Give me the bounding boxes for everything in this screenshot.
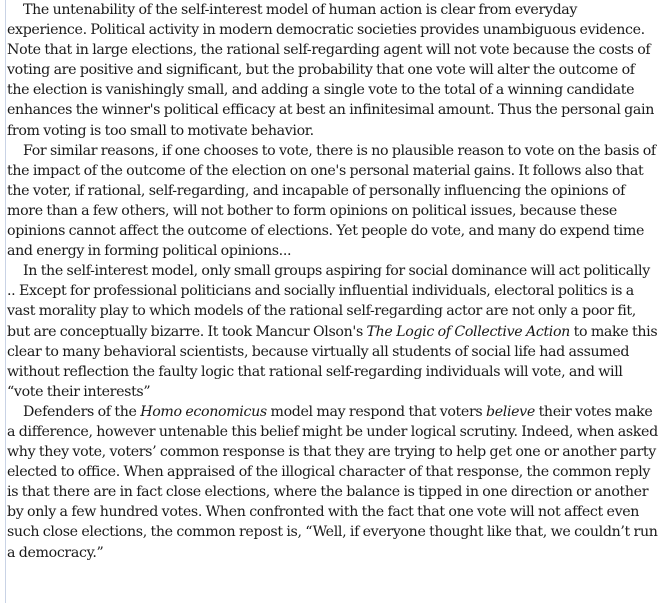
paragraph-3 (7, 261, 659, 402)
paragraph-4-text-b: model may respond that voters (266, 403, 486, 420)
paragraph-2 (7, 141, 659, 262)
book-title-italic: The Logic of Collective Action (366, 323, 570, 340)
paragraph-3-text-a: In the self-interest model, only small groups aspiring for social dominance will act politically .. Except for professional politicians and socially influential individuals, electoral politics is a vast morality play to which models of the rational self-regarding actor are not only a poor fit, but are conceptually bizarre. It took Mancur Olson's (7, 263, 650, 340)
paragraph-1 (7, 0, 659, 141)
paragraph-1-text: The untenability of the self-interest model of human action is clear from everyday experience. Political activity in modern democratic societies provides unambiguous evidence. Note that in large elections, the rational self-regarding agent will not vote because the costs of voting are positive and significant, but the probability that one vote will alter the outcome of the election is vanishingly small, and adding a single vote to the total of a winning candidate enhances the winner's political efficacy at best an infinitesimal amount. Thus the personal gain from voting is too small to motivate behavior. (7, 2, 654, 139)
homo-economicus-italic: Homo economicus (140, 403, 267, 420)
paragraph-4-text-a: Defenders of the (23, 403, 141, 420)
believe-italic: believe (485, 403, 535, 420)
document-body (6, 0, 659, 563)
paragraph-3-text-b: to make this clear to many behavioral scientists, because virtually all students of social life had assumed without reflection the faulty logic that rational self-regarding individuals will vote, and will “vote their interests” (7, 323, 658, 400)
document-page (5, 0, 659, 603)
paragraph-2-text: For similar reasons, if one chooses to vote, there is no plausible reason to vote on the basis of the impact of the outcome of the election on one's personal material gains. It follows also that the voter, if rational, self-regarding, and incapable of personally influencing the opinions of more than a few others, will not bother to form opinions on political issues, because these opinions cannot affect the outcome of elections. Yet people do vote, and many do expend time and energy in forming political opinions... (7, 142, 656, 260)
paragraph-4 (7, 402, 659, 563)
paragraph-4-text-c: their votes make a difference, however untenable this belief might be under logical scrutiny. Indeed, when asked why they vote, voters’ common response is that they are trying to help get one or another party elected to office. When appraised of the illogical character of that response, the common reply is that there are in fact close elections, where the balance is tipped in one direction or another by only a few hundred votes. When confronted with the fact that one vote will not affect even such close elections, the common repost is, “Well, if everyone thought like that, we couldn’t run a democracy.” (7, 403, 658, 561)
